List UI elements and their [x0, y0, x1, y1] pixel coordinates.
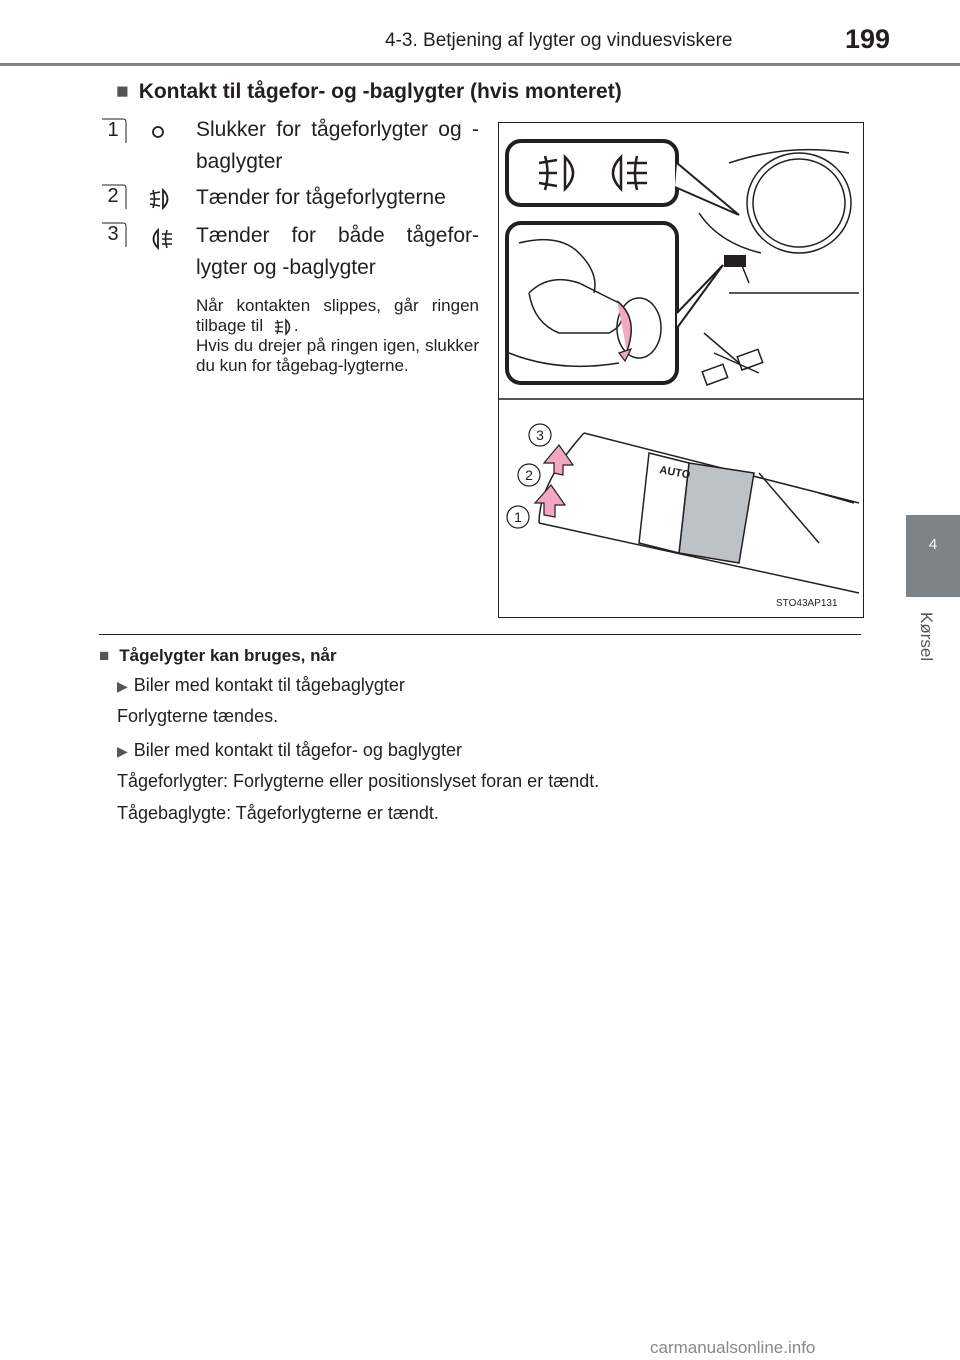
item-text: Slukker for tågeforlygter og -baglygter: [196, 118, 479, 173]
callout-3: 3: [536, 427, 544, 443]
auto-label: AUTO: [658, 464, 692, 482]
body-text: Forlygterne tændes.: [117, 706, 279, 726]
item-number: 3: [107, 223, 119, 245]
note-paragraph: [196, 296, 479, 376]
rear-fog-light-icon: [148, 228, 174, 250]
triangle-bullet-icon: ▶: [117, 678, 128, 694]
section-heading-text: Kontakt til tågefor- og -baglygter (hvis monteret): [138, 80, 622, 103]
front-fog-light-icon: [274, 318, 294, 336]
off-circle-icon: [151, 125, 165, 139]
subsection-heading: ■ Tågelygter kan bruges, når: [99, 646, 337, 665]
triangle-bullet-icon: ▶: [117, 743, 128, 759]
item-number: 2: [107, 185, 119, 207]
item-number-badge: [101, 222, 127, 248]
body-text: Tågebaglygte: Tågeforlygterne er tændt.: [117, 803, 439, 823]
item-number-badge: [101, 118, 127, 144]
section-heading: [116, 80, 622, 104]
chapter-label: Kørsel: [917, 612, 936, 662]
callout-2: 2: [525, 467, 533, 483]
watermark: carmanualsonline.info: [650, 1338, 816, 1357]
page-number: 199: [845, 24, 891, 54]
square-bullet-icon: ■: [99, 646, 110, 665]
fog-switch-drawing: [499, 123, 863, 617]
chapter-number: 4: [928, 536, 938, 553]
bullet-item: ▶ Biler med kontakt til tågebaglygter: [117, 675, 405, 695]
item-text: Tænder for tågeforlygterne: [196, 186, 446, 209]
body-text: Tågeforlygter: Forlygterne eller positionslyset foran er tændt.: [117, 771, 600, 791]
note-line-1: Når kontakten slippes, går ringen tilbage til .: [196, 296, 479, 335]
running-header-title: 4-3. Betjening af lygter og vinduesviskere: [385, 30, 733, 51]
figure-code: STO43AP131: [776, 598, 838, 609]
square-bullet-icon: ■: [116, 80, 129, 103]
item-text: Tænder for både tågefor-lygter og -baglygter: [196, 224, 479, 279]
note-line-2: Hvis du drejer på ringen igen, slukker du kun for tågebag-lygterne.: [196, 336, 479, 375]
front-fog-light-icon: [148, 188, 174, 210]
header-rule: [0, 63, 960, 66]
item-number-badge: [101, 184, 127, 210]
bullet-item: ▶ Biler med kontakt til tågefor- og baglygter: [117, 740, 462, 760]
section-divider: [99, 634, 861, 635]
switch-illustration: [498, 122, 864, 618]
chapter-tab: [906, 515, 960, 597]
item-number: 1: [107, 119, 119, 141]
callout-1: 1: [514, 509, 522, 525]
